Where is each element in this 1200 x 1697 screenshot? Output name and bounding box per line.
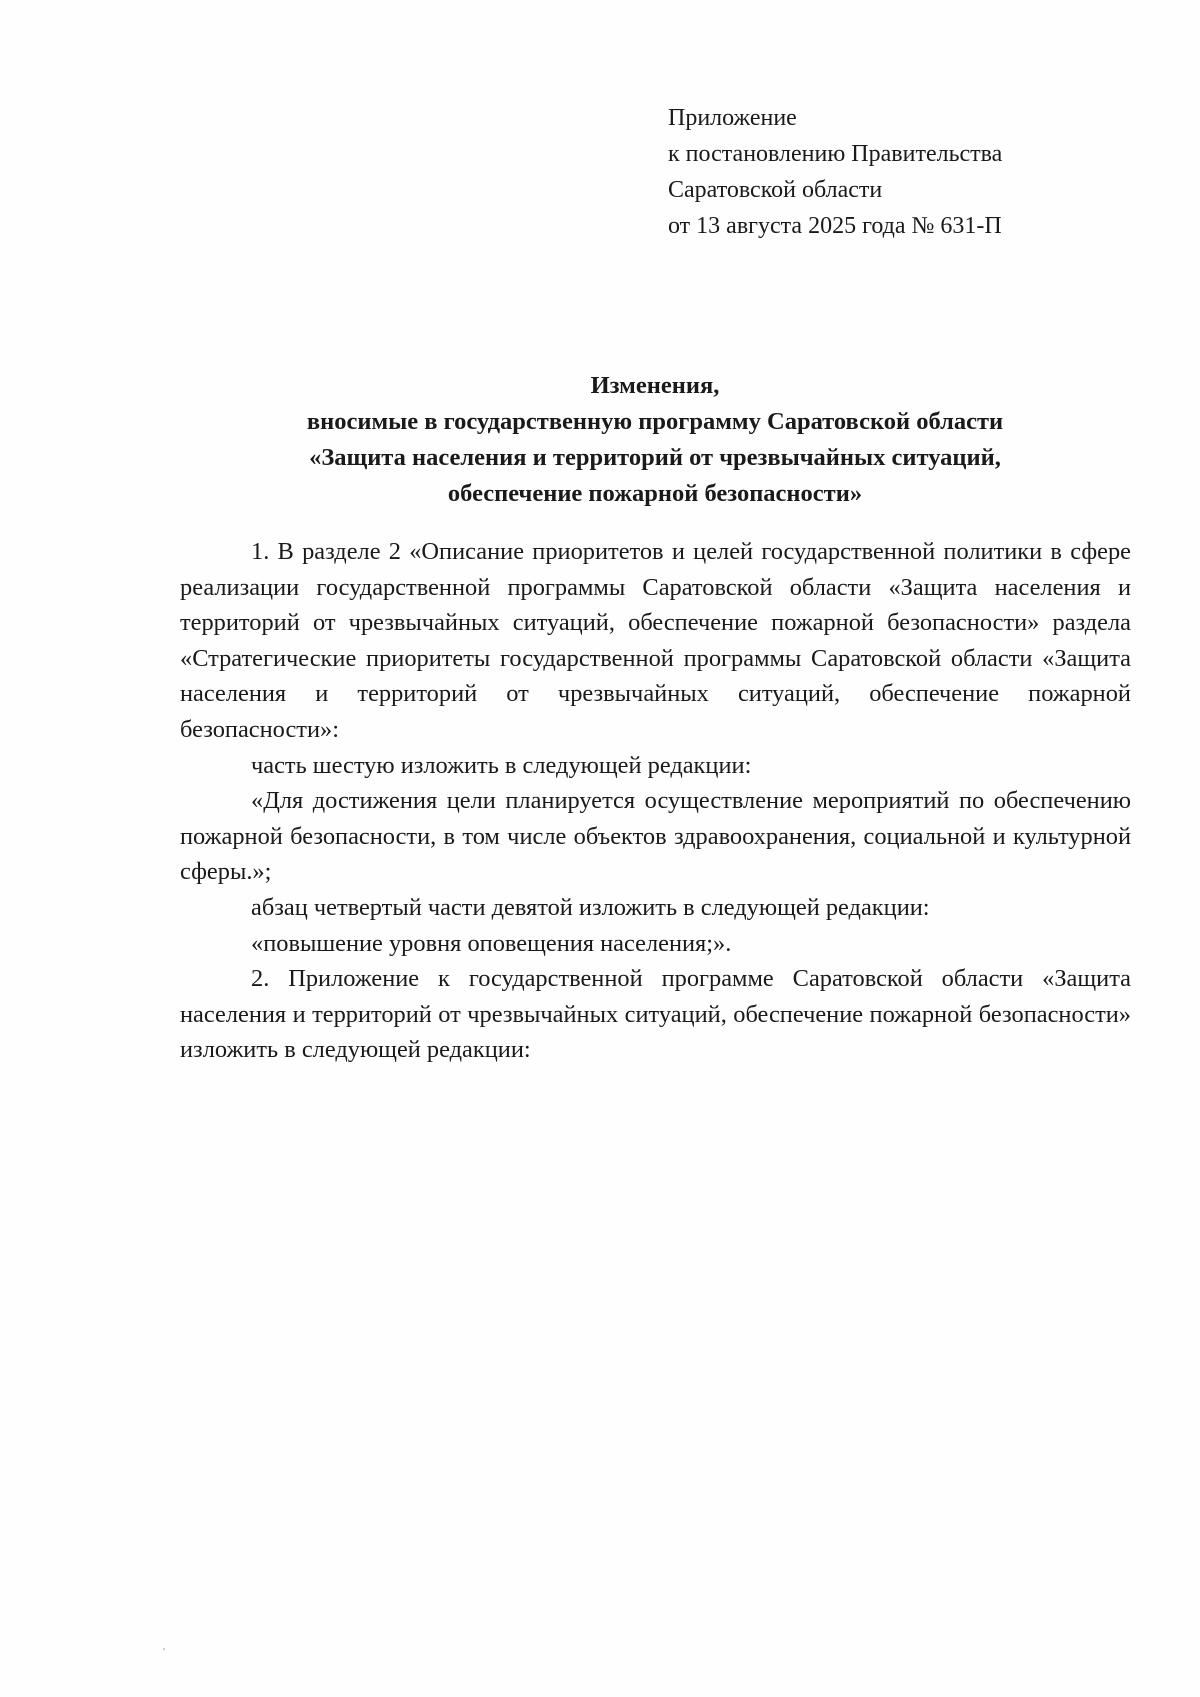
title-line-4: обеспечение пожарной безопасности» <box>447 480 863 507</box>
document-body <box>180 534 1131 1068</box>
paragraph-1: 1. В разделе 2 «Описание приоритетов и целей государственной политики в сфере реализации государственной программы Саратовской области «Защита населения и территорий от чрезвычайных ситуаций, обеспечение пожарной безопасности» раздела «Стратегические приоритеты государственной программы Саратовской области «Защита населения и территорий от чрезвычайных ситуаций, обеспечение пожарной безопасности»: <box>180 538 1131 743</box>
scan-speck <box>163 1648 165 1650</box>
attachment-line-4: от 13 августа 2025 года № 631-П <box>668 213 1002 239</box>
paragraph-2: часть шестую изложить в следующей редакции: <box>251 751 752 779</box>
title-line-2: вносимые в государственную программу Саратовской области <box>306 408 1004 435</box>
attachment-line-2: к постановлению Правительства <box>668 141 1003 167</box>
attachment-line-1: Приложение <box>668 105 797 131</box>
paragraph-6: 2. Приложение к государственной программе Саратовской области «Защита населения и территорий от чрезвычайных ситуаций, обеспечение пожарной безопасности» изложить в следующей редакции: <box>180 965 1131 1064</box>
paragraph-3: «Для достижения цели планируется осуществление мероприятий по обеспечению пожарной безопасности, в том числе объектов здравоохранения, социальной и культурной сферы.»; <box>180 787 1131 886</box>
paragraph-5: «повышение уровня оповещения населения;». <box>251 929 732 957</box>
attachment-line-3: Саратовской области <box>668 177 883 203</box>
document-title <box>180 368 1130 512</box>
title-line-3: «Защита населения и территорий от чрезвычайных ситуаций, <box>309 444 1001 471</box>
title-line-1: Изменения, <box>590 372 720 399</box>
attachment-header <box>668 100 1002 244</box>
paragraph-4: абзац четвертый части девятой изложить в следующей редакции: <box>251 893 930 921</box>
